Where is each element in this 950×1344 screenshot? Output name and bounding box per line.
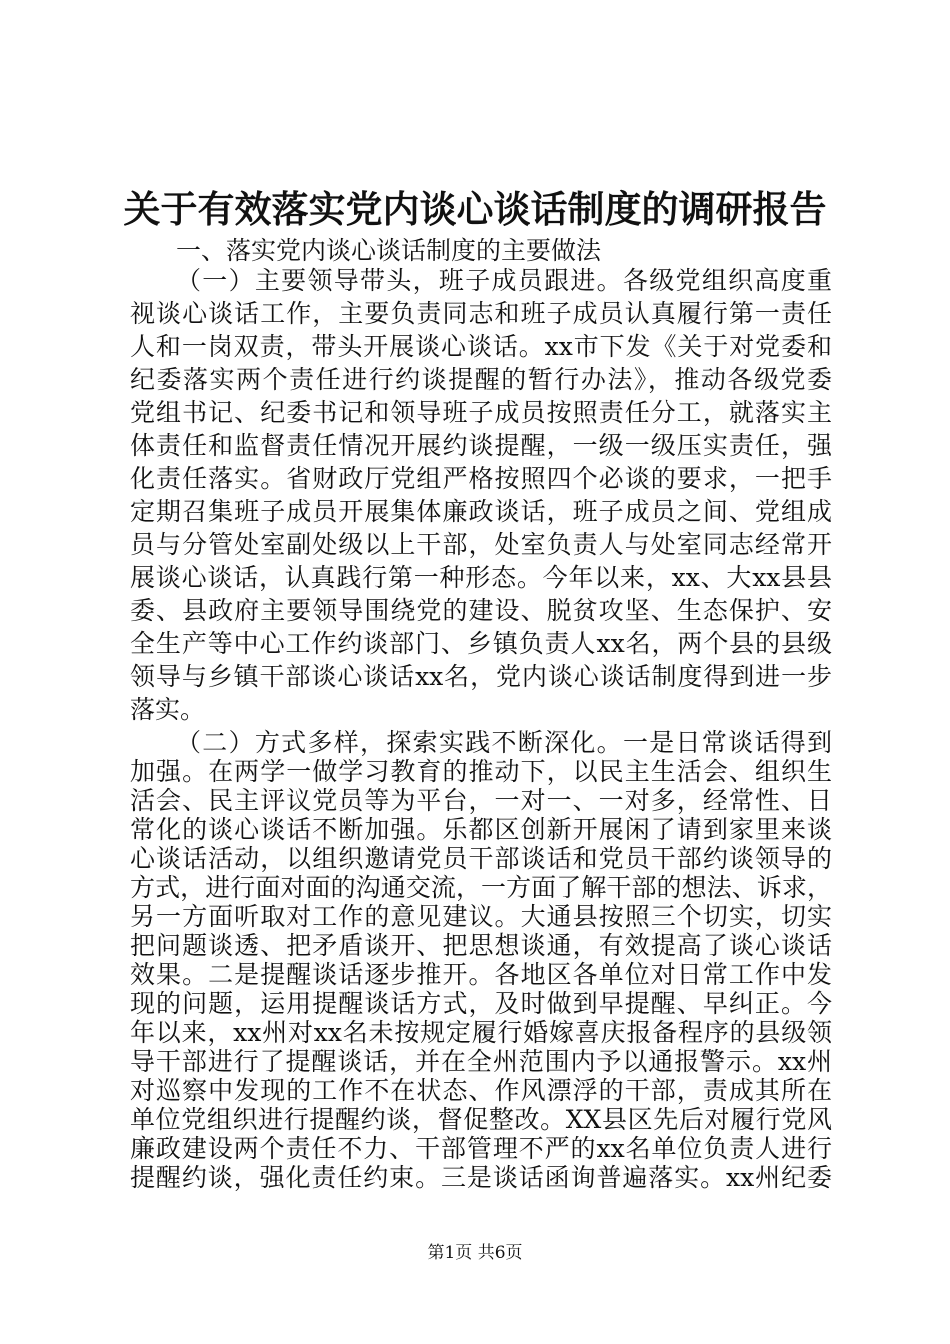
paragraph-line: 人和一岗双责，带头开展谈心谈话。xx市下发《关于对党委和 [130,332,832,361]
section-heading: 一、落实党内谈心谈话制度的主要做法 [176,236,602,265]
paragraph-line: 定期召集班子成员开展集体廉政谈话，班子成员之间、党组成 [130,497,832,526]
paragraph-line: 领导与乡镇干部谈心谈话xx名，党内谈心谈话制度得到进一步 [130,662,832,691]
page-footer: 第1页 共6页 [427,1243,523,1263]
paragraph-line: （一）主要领导带头，班子成员跟进。各级党组织高度重 [176,266,832,295]
paragraph-line: 党组书记、纪委书记和领导班子成员按照责任分工，就落实主 [130,398,832,427]
document-title: 关于有效落实党内谈心谈话制度的调研报告 [123,187,827,231]
paragraph-line: 员与分管处室副处级以上干部，处室负责人与处室同志经常开 [130,530,832,559]
paragraph-line: 提醒约谈，强化责任约束。三是谈话函询普遍落实。xx州纪委 [130,1163,832,1192]
paragraph-line: 加强。在两学一做学习教育的推动下，以民主生活会、组织生 [130,757,832,786]
paragraph-line: 委、县政府主要领导围绕党的建设、脱贫攻坚、生态保护、安 [130,596,832,625]
paragraph-line: （二）方式多样，探索实践不断深化。一是日常谈话得到 [176,728,832,757]
paragraph-line: 现的问题，运用提醒谈话方式，及时做到早提醒、早纠正。今 [130,989,832,1018]
paragraph-line: 单位党组织进行提醒约谈，督促整改。XX县区先后对履行党风 [130,1105,832,1134]
paragraph-line: 导干部进行了提醒谈话，并在全州范围内予以通报警示。xx州 [130,1047,832,1076]
paragraph-line: 展谈心谈话，认真践行第一种形态。今年以来，xx、大xx县县 [130,563,832,592]
paragraph-line: 纪委落实两个责任进行约谈提醒的暂行办法》，推动各级党委 [130,365,832,394]
paragraph-line: 常化的谈心谈话不断加强。乐都区创新开展闲了请到家里来谈 [130,815,832,844]
paragraph-line: 把问题谈透、把矛盾谈开、把思想谈通，有效提高了谈心谈话 [130,931,832,960]
paragraph-line: 对巡察中发现的工作不在状态、作风漂浮的干部，责成其所在 [130,1076,832,1105]
paragraph-line: 方式，进行面对面的沟通交流，一方面了解干部的想法、诉求， [130,873,832,902]
paragraph-line: 廉政建设两个责任不力、干部管理不严的xx名单位负责人进行 [130,1134,832,1163]
paragraph-line: 年以来，xx州对xx名未按规定履行婚嫁喜庆报备程序的县级领 [130,1018,832,1047]
paragraph-line: 心谈话活动，以组织邀请党员干部谈话和党员干部约谈领导的 [130,844,832,873]
paragraph-line: 全生产等中心工作约谈部门、乡镇负责人xx名，两个县的县级 [130,629,832,658]
paragraph-line: 活会、民主评议党员等为平台，一对一、一对多，经常性、日 [130,786,832,815]
paragraph-line: 落实。 [130,695,206,724]
paragraph-line: 另一方面听取对工作的意见建议。大通县按照三个切实，切实 [130,902,832,931]
paragraph-line: 效果。二是提醒谈话逐步推开。各地区各单位对日常工作中发 [130,960,832,989]
paragraph-line: 视谈心谈话工作，主要负责同志和班子成员认真履行第一责任 [130,299,832,328]
paragraph-line: 化责任落实。省财政厅党组严格按照四个必谈的要求，一把手 [130,464,832,493]
paragraph-line: 体责任和监督责任情况开展约谈提醒，一级一级压实责任，强 [130,431,832,460]
